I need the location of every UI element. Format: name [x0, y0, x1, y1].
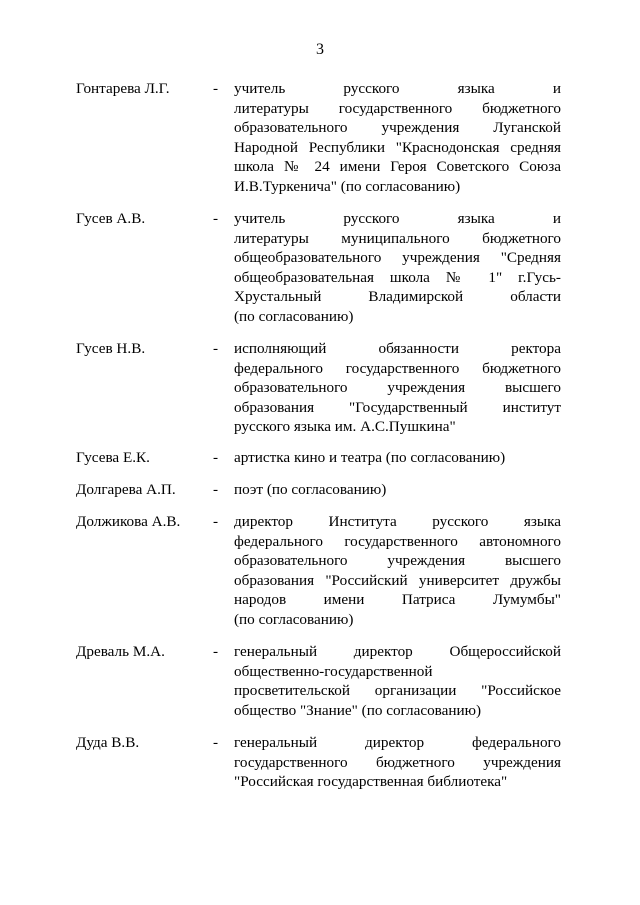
position-line: образовательного учреждения высшего: [234, 552, 561, 570]
position-line: генеральный директор федерального: [234, 734, 561, 751]
position-line: образовательного учреждения высшего: [234, 379, 561, 397]
page-number: 3: [316, 41, 324, 58]
position-line: народов имени Патриса Лумумбы": [234, 591, 561, 609]
member-position: [234, 79, 561, 197]
position-line: образования "Государственный институт: [234, 398, 561, 416]
position-line: учитель русского языка и: [234, 80, 561, 97]
member-position: [234, 642, 561, 720]
member-name: Гонтарева Л.Г.: [76, 80, 170, 97]
position-line: федерального государственного автономного: [234, 532, 561, 550]
position-line: литературы государственного бюджетного: [234, 99, 561, 117]
dash-separator: -: [213, 643, 219, 660]
dash-separator: -: [213, 210, 219, 227]
position-line: общество "Знание" (по согласованию): [234, 701, 482, 719]
position-line: общеобразовательная школа № 1" г.Гусь-: [234, 268, 561, 286]
dash-separator: -: [213, 340, 219, 357]
position-line: (по согласованию): [234, 307, 354, 325]
member-position: [234, 512, 561, 630]
dash-separator: -: [213, 449, 219, 466]
position-line: "Российская государственная библиотека": [234, 773, 508, 791]
member-position: [234, 209, 561, 327]
dash-separator: -: [213, 80, 219, 97]
member-name: Древаль М.А.: [76, 643, 165, 660]
position-line: учитель русского языка и: [234, 210, 561, 227]
position-line: просветительской организации "Российское: [234, 682, 561, 700]
position-line: Народной Республики "Краснодонская средняя: [234, 138, 561, 156]
position-line: директор Института русского языка: [234, 513, 561, 530]
dash-separator: -: [213, 734, 219, 751]
member-position: [234, 480, 561, 500]
member-position: [234, 448, 561, 468]
position-line: И.В.Туркенича" (по согласованию): [234, 177, 461, 195]
position-line: литературы муниципального бюджетного: [234, 229, 561, 247]
position-line: общественно-государственной: [234, 662, 433, 680]
position-line: школа № 24 имени Героя Советского Союза: [234, 158, 561, 176]
member-name: Гусев А.В.: [76, 210, 146, 227]
position-line: артистка кино и театра (по согласованию): [234, 449, 506, 466]
position-line: русского языка им. А.С.Пушкина": [234, 418, 456, 436]
position-line: федерального государственного бюджетного: [234, 359, 561, 377]
member-position: [234, 733, 561, 792]
position-line: образовательного учреждения Луганской: [234, 119, 561, 137]
member-name: Должикова А.В.: [76, 513, 181, 530]
member-name: Дуда В.В.: [76, 734, 140, 751]
member-position: [234, 339, 561, 437]
member-name: Гусева Е.К.: [76, 449, 150, 466]
position-line: поэт (по согласованию): [234, 481, 387, 498]
member-name: Гусев Н.В.: [76, 340, 146, 357]
position-line: образования "Российский университет дружбы: [234, 571, 561, 589]
position-line: Хрустальный Владимирской области: [234, 288, 561, 306]
dash-separator: -: [213, 513, 219, 530]
member-name: Долгарева А.П.: [76, 481, 176, 498]
position-line: исполняющий обязанности ректора: [234, 340, 561, 357]
position-line: общеобразовательного учреждения "Средняя: [234, 249, 561, 267]
position-line: генеральный директор Общероссийской: [234, 643, 561, 660]
position-line: государственного бюджетного учреждения: [234, 753, 561, 771]
dash-separator: -: [213, 481, 219, 498]
position-line: (по согласованию): [234, 610, 354, 628]
